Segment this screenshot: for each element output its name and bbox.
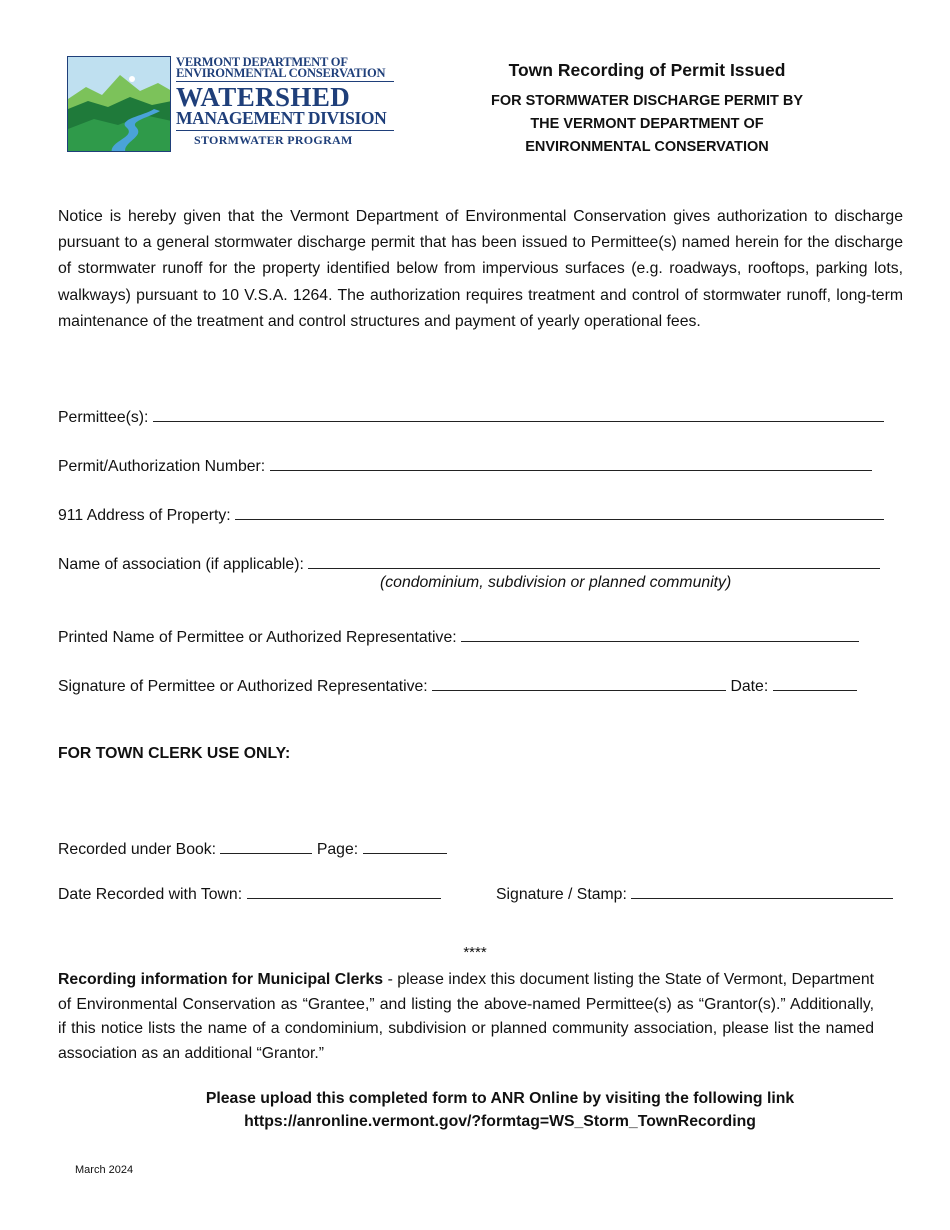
upload-link[interactable]: https://anronline.vermont.gov/?formtag=WS_Storm_TownRecording [244,1113,756,1130]
page-field[interactable] [363,836,447,854]
logo-line-1: VERMONT DEPARTMENT OF [176,55,348,69]
printed-name-row [58,624,859,647]
address-row [58,502,884,525]
upload-line: Please upload this completed form to ANR Online by visiting the following link [205,1090,795,1107]
address-field[interactable] [235,502,884,520]
logo-line-5: STORMWATER PROGRAM [176,130,394,147]
notice-paragraph: Notice is hereby given that the Vermont Department of Environmental Conservation gives authorization to discharge pursuant to a general stormwater discharge permit that has been issued to Permittee(s) named herein for the discharge of stormwater runoff for the property identified below from impervious surfaces (e.g. roadways, rooftops, parking lots, walkways) pursuant to 10 V.S.A. 1264. The authorization requires treatment and control of stormwater runoff, long-term maintenance of the treatment and control structures and payment of yearly operational fees. [58,208,903,330]
book-label: Recorded under Book: [58,841,217,858]
logo-line-4: MANAGEMENT DIVISION [176,108,387,128]
logo-wordmark [176,57,394,147]
stamp-row [496,881,893,904]
permittees-field[interactable] [153,404,884,422]
signature-row [58,673,857,696]
permittees-label: Permittee(s): [58,409,149,426]
form-title: Town Recording of Permit Issued [508,60,786,80]
address-label: 911 Address of Property: [58,507,231,524]
permittees-row [58,404,884,427]
recording-lead: Recording information for Municipal Clerks [58,971,384,988]
section-separator: **** [463,944,487,961]
revision-date: March 2024 [75,1164,134,1176]
recording-paragraph [58,968,874,1066]
association-label: Name of association (if applicable): [58,556,304,573]
subtitle-line-3: ENVIRONMENTAL CONSERVATION [525,139,769,155]
book-field[interactable] [220,836,312,854]
landscape-logo-icon [67,56,171,152]
clerk-heading: FOR TOWN CLERK USE ONLY: [58,745,291,762]
printed-name-field[interactable] [461,624,859,642]
stamp-label: Signature / Stamp: [496,886,627,903]
signature-label: Signature of Permittee or Authorized Representative: [58,678,428,695]
association-note: (condominium, subdivision or planned community) [380,574,732,591]
book-page-row [58,836,447,859]
form-subtitle [444,90,850,159]
subtitle-line-1: FOR STORMWATER DISCHARGE PERMIT BY [490,93,804,109]
logo-line-2: ENVIRONMENTAL CONSERVATION [176,68,394,82]
date-recorded-field[interactable] [247,881,441,899]
permit-number-field[interactable] [270,453,872,471]
association-row [58,551,880,574]
association-field[interactable] [308,551,880,569]
page-label: Page: [316,841,359,858]
date-recorded-label: Date Recorded with Town: [58,886,243,903]
logo-line-3: WATERSHED [176,82,351,112]
recording-text: - please index this document listing the State of Vermont, Department of Environmental Conservation as “Grantee,” and listing the above-named Permittee(s) as “Grantor(s).” Additionally, if this notice lists the name of a condominium, subdivision or planned community association, please list the named association as an additional “Grantor.” [58,971,874,1062]
stamp-field[interactable] [631,881,893,899]
permit-number-label: Permit/Authorization Number: [58,458,266,475]
vt-dec-logo [67,56,393,154]
permit-number-row [58,453,872,476]
upload-instructions [58,1087,942,1133]
date-field[interactable] [773,673,857,691]
printed-name-label: Printed Name of Permittee or Authorized Representative: [58,629,457,646]
date-label: Date: [730,678,769,695]
signature-field[interactable] [432,673,726,691]
subtitle-line-2: THE VERMONT DEPARTMENT OF [530,116,764,132]
date-recorded-row [58,881,441,904]
